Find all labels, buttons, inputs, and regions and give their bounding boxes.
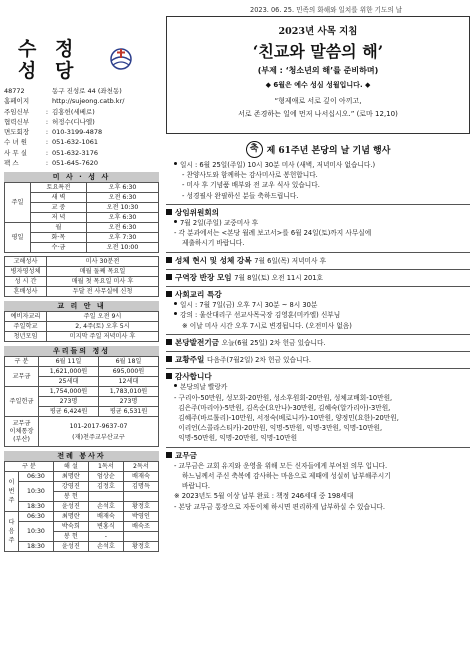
table-row: 성 시 간 매월 첫 목요일 미사 후 <box>5 277 159 287</box>
mass-table <box>4 182 159 253</box>
list-item: - 찬양사도와 함께하는 감사미사로 봉헌합니다. <box>182 171 318 180</box>
square-bullet-icon <box>166 373 172 379</box>
notice-title: 상임위원회의 <box>166 208 470 218</box>
list-item: 하느님께서 주신 축복에 감사하는 마음으로 제때에 성실히 납부해주시기 <box>182 472 391 481</box>
theme-main: ‘친교와 말씀의 해’ <box>252 42 384 61</box>
theme-year-line: 2023년 사목 지침 <box>278 26 358 37</box>
list-item: - 성경필사 완필하신 분들 축하드립니다. <box>182 191 299 200</box>
pastoral-theme-box <box>166 16 470 134</box>
info-row: 면도회장 : 010-3199-4878 <box>4 128 103 137</box>
anniversary-body <box>166 160 470 512</box>
account-number: 101-2017-9637-07 <box>69 422 128 430</box>
table-row: 예비자교리 주일 오전 9시 <box>5 312 159 322</box>
square-bullet-icon <box>166 257 172 263</box>
info-row: 홈페이지 http://sujeong.catb.kr/ <box>4 97 125 106</box>
table-row: 화·목 오후 7:30 <box>5 233 159 243</box>
table-row: 교무금 1,621,000원 695,000원 <box>5 367 159 377</box>
table-row: 평일 월 오전 6:30 <box>5 223 159 233</box>
table-row: 18:30 윤성진 손석호 황정호 <box>5 502 159 512</box>
servers-section-title: 전례 봉사자 <box>4 451 159 461</box>
info-row: 사 무 실 : 051-632-3176 <box>4 148 99 157</box>
info-row: 수 녀 원 : 051-632-1061 <box>4 138 99 147</box>
homepage-link[interactable]: http://sujeong.catb.kr/ <box>52 97 125 106</box>
list-item: 제출하시기 바랍니다. <box>182 239 245 248</box>
divider <box>166 334 470 335</box>
education-table <box>4 311 159 342</box>
bullet-icon <box>174 384 177 387</box>
parish-logo-icon <box>104 47 138 71</box>
square-bullet-icon <box>166 274 172 280</box>
list-item: 일시 : 7월 7일(금) 오후 7시 30분 ~ 8시 30분 <box>166 300 470 310</box>
table-row: 다음주 06:30 최명란 배재숙 박영인 <box>5 512 159 522</box>
finance-section-title: 우리들의 정성 <box>4 346 159 356</box>
list-item: ※ 2023년도 5월 이상 납부 완료 : 책정 246세대 중 198세대 <box>174 492 354 501</box>
list-item: 강의 : 울산대리구 선교사목국장 김영훈(미카엘) 신부님 <box>166 310 470 320</box>
table-row: 교 중 오전 10:30 <box>5 203 159 213</box>
notice-title: 교황주일 다음주(7월2일) 2차 헌금 있습니다. <box>166 355 470 365</box>
celebrate-circle-icon: 축 <box>246 141 263 158</box>
bullet-icon <box>174 220 177 223</box>
divider <box>166 252 470 253</box>
table-row: 혼배성사 두달 전 사무실에 신청 <box>5 287 159 297</box>
parish-name-line2: 성 당 <box>18 60 80 82</box>
info-row: 팩 스 : 051-645-7620 <box>4 159 99 168</box>
list-item: 일시 : 6월 25일(주일) 10시 30분 미사 (새벽, 저녁미사 없습니다.) <box>166 160 470 170</box>
table-row: 청년모임 미지막 주일 저녁미사 후 <box>5 332 159 342</box>
table-row: 10:30 강영진 김정호 김명득 <box>5 482 159 492</box>
list-item: 김은주(마리아)-5만원, 김옥순(요안나)-30만원, 김혜숙(알가리아)-3만원, <box>178 403 391 412</box>
table-row: 구 분 해 설 1독서 2독서 <box>5 462 159 472</box>
divider <box>166 204 470 205</box>
divider <box>166 269 470 270</box>
table-row: 교무금 이체통장 (부산) 101-2017-9637-07 (재)천주교부산교구 <box>5 417 159 447</box>
list-item: 바랍니다. <box>182 482 210 491</box>
table-row: 18:30 윤성진 손석호 황정호 <box>5 542 159 552</box>
servers-table <box>4 461 159 552</box>
list-item: - 교무금은 교회 유지와 운영을 위해 모든 신자들에게 부여된 의무 입니다. <box>174 461 388 470</box>
table-row: 병자영성체 매월 둘째 목요일 <box>5 267 159 277</box>
mass-section-title: 미 사 · 성 사 <box>4 172 159 182</box>
square-bullet-icon <box>166 356 172 362</box>
notice-title: 사회교리 특강 <box>166 290 470 300</box>
table-row: 저 녁 오후 6:30 <box>5 213 159 223</box>
sacrament-table <box>4 256 159 297</box>
square-bullet-icon <box>166 339 172 345</box>
parish-title <box>4 14 159 86</box>
divider <box>166 447 470 448</box>
notice-title: 감사합니다 <box>166 372 470 382</box>
theme-month: ◆ 6월은 예수 성심 성월입니다. ◆ <box>265 81 371 89</box>
date-line: 2023. 06. 25. 민족의 화해와 일치를 위한 기도의 날 <box>250 6 403 14</box>
square-bullet-icon <box>166 452 172 458</box>
table-row: 25세대 12세대 <box>5 377 159 387</box>
account-holder: (재)천주교부산교구 <box>72 433 125 441</box>
list-item: - 미사 후 기념품 배부와 전 교우 식사 있습니다. <box>182 181 320 190</box>
education-section-title: 교 리 안 내 <box>4 301 159 311</box>
divider <box>166 286 470 287</box>
list-item: - 각 분과에서는 <본당 월례 보고서>를 6월 24일(토)까지 사무실에 <box>174 229 372 238</box>
table-row: 주일 토요특전 오후 6:30 <box>5 183 159 193</box>
divider <box>166 368 470 369</box>
table-row: 봉 헌 <box>5 492 159 502</box>
square-bullet-icon <box>166 291 172 297</box>
table-row: 273명 273명 <box>5 397 159 407</box>
info-row: 협력신부 : 허정수(디나엘) <box>4 117 95 126</box>
list-item: 김혜주(바르톨리)-10만원, 서정숙(베로니카)-10만원, 양정민(요한)-20만원, <box>178 414 399 423</box>
divider <box>166 351 470 352</box>
square-bullet-icon <box>166 209 172 215</box>
anniversary-title: 제 61주년 본당의 날 기념 행사 <box>266 145 391 156</box>
theme-sub: (부제 : ‘청소년의 해’를 준비하며) <box>257 66 379 75</box>
theme-quote-line2: 서로 존경하는 일에 먼저 나서십시오.” (로마 12,10) <box>238 110 398 118</box>
right-column <box>166 16 470 512</box>
anniversary-banner <box>166 138 470 160</box>
list-item: 이리언(스콜라스티카)-20만원, 익명-5만원, 익명-3만원, 익명-10만원, <box>178 424 383 433</box>
list-item: ※ 이날 미사 시간 오후 7시로 변경됩니다. (오전미사 없음) <box>182 321 352 330</box>
table-row: 봉 헌 - <box>5 532 159 542</box>
table-row: 고해성사 미사 30분전 <box>5 257 159 267</box>
notice-title: 교무금 <box>166 451 470 461</box>
bullet-icon <box>174 162 177 165</box>
notice-title: 성체 현시 및 성체 강복 7월 6일(목) 저녁미사 후 <box>166 256 470 266</box>
list-item: 7월 2일(주일) 교중미사 후 <box>166 218 470 228</box>
info-row: 48772 동구 진성로 44 (좌천동) <box>4 87 122 95</box>
bullet-icon <box>174 312 177 315</box>
list-item: 익명-50만원, 익명-20만원, 익명-10만원 <box>178 434 298 443</box>
list-item: 본당의날 빨랑카 <box>166 382 470 392</box>
info-row: 주임신부 : 김홍헌(세베로) <box>4 107 95 116</box>
table-row: 10:30 박숙희 변홍식 배숙조 <box>5 522 159 532</box>
table-row: 주일헌금 1,754,000원 1,783,010원 <box>5 387 159 397</box>
table-row: 수·금 오전 10:00 <box>5 243 159 253</box>
list-item: - 본당 교무금 통장으로 자동이체 하시면 편리하게 납부하실 수 있습니다. <box>174 502 386 511</box>
table-row: 주일학교 2, 4주(토) 오후 5시 <box>5 322 159 332</box>
table-row: 평균 6,424원 평균 6,531원 <box>5 407 159 417</box>
notice-title: 본당발전기금 오늘(6월 25일) 2차 헌금 있습니다. <box>166 338 470 348</box>
finance-table <box>4 356 159 447</box>
table-row: 새 벽 오전 6:30 <box>5 193 159 203</box>
table-row: 이번주 06:30 최명란 엄상순 배재숙 <box>5 472 159 482</box>
parish-info <box>4 86 159 168</box>
table-row: 구 분 6월 11일 6월 18일 <box>5 357 159 367</box>
notice-title: 구역장 반장 모임 7월 8일(토) 오전 11시 201호 <box>166 273 470 283</box>
left-column <box>4 14 159 552</box>
list-item: - 구리아-50만원, 성모회-20만원, 성소후원회-20만원, 성체교배회-10만원, <box>174 393 393 402</box>
parish-name-line1: 수 정 <box>18 38 80 60</box>
bullet-icon <box>174 302 177 305</box>
theme-quote-line1: “형제애로 서로 깊이 아끼고, <box>274 97 362 105</box>
